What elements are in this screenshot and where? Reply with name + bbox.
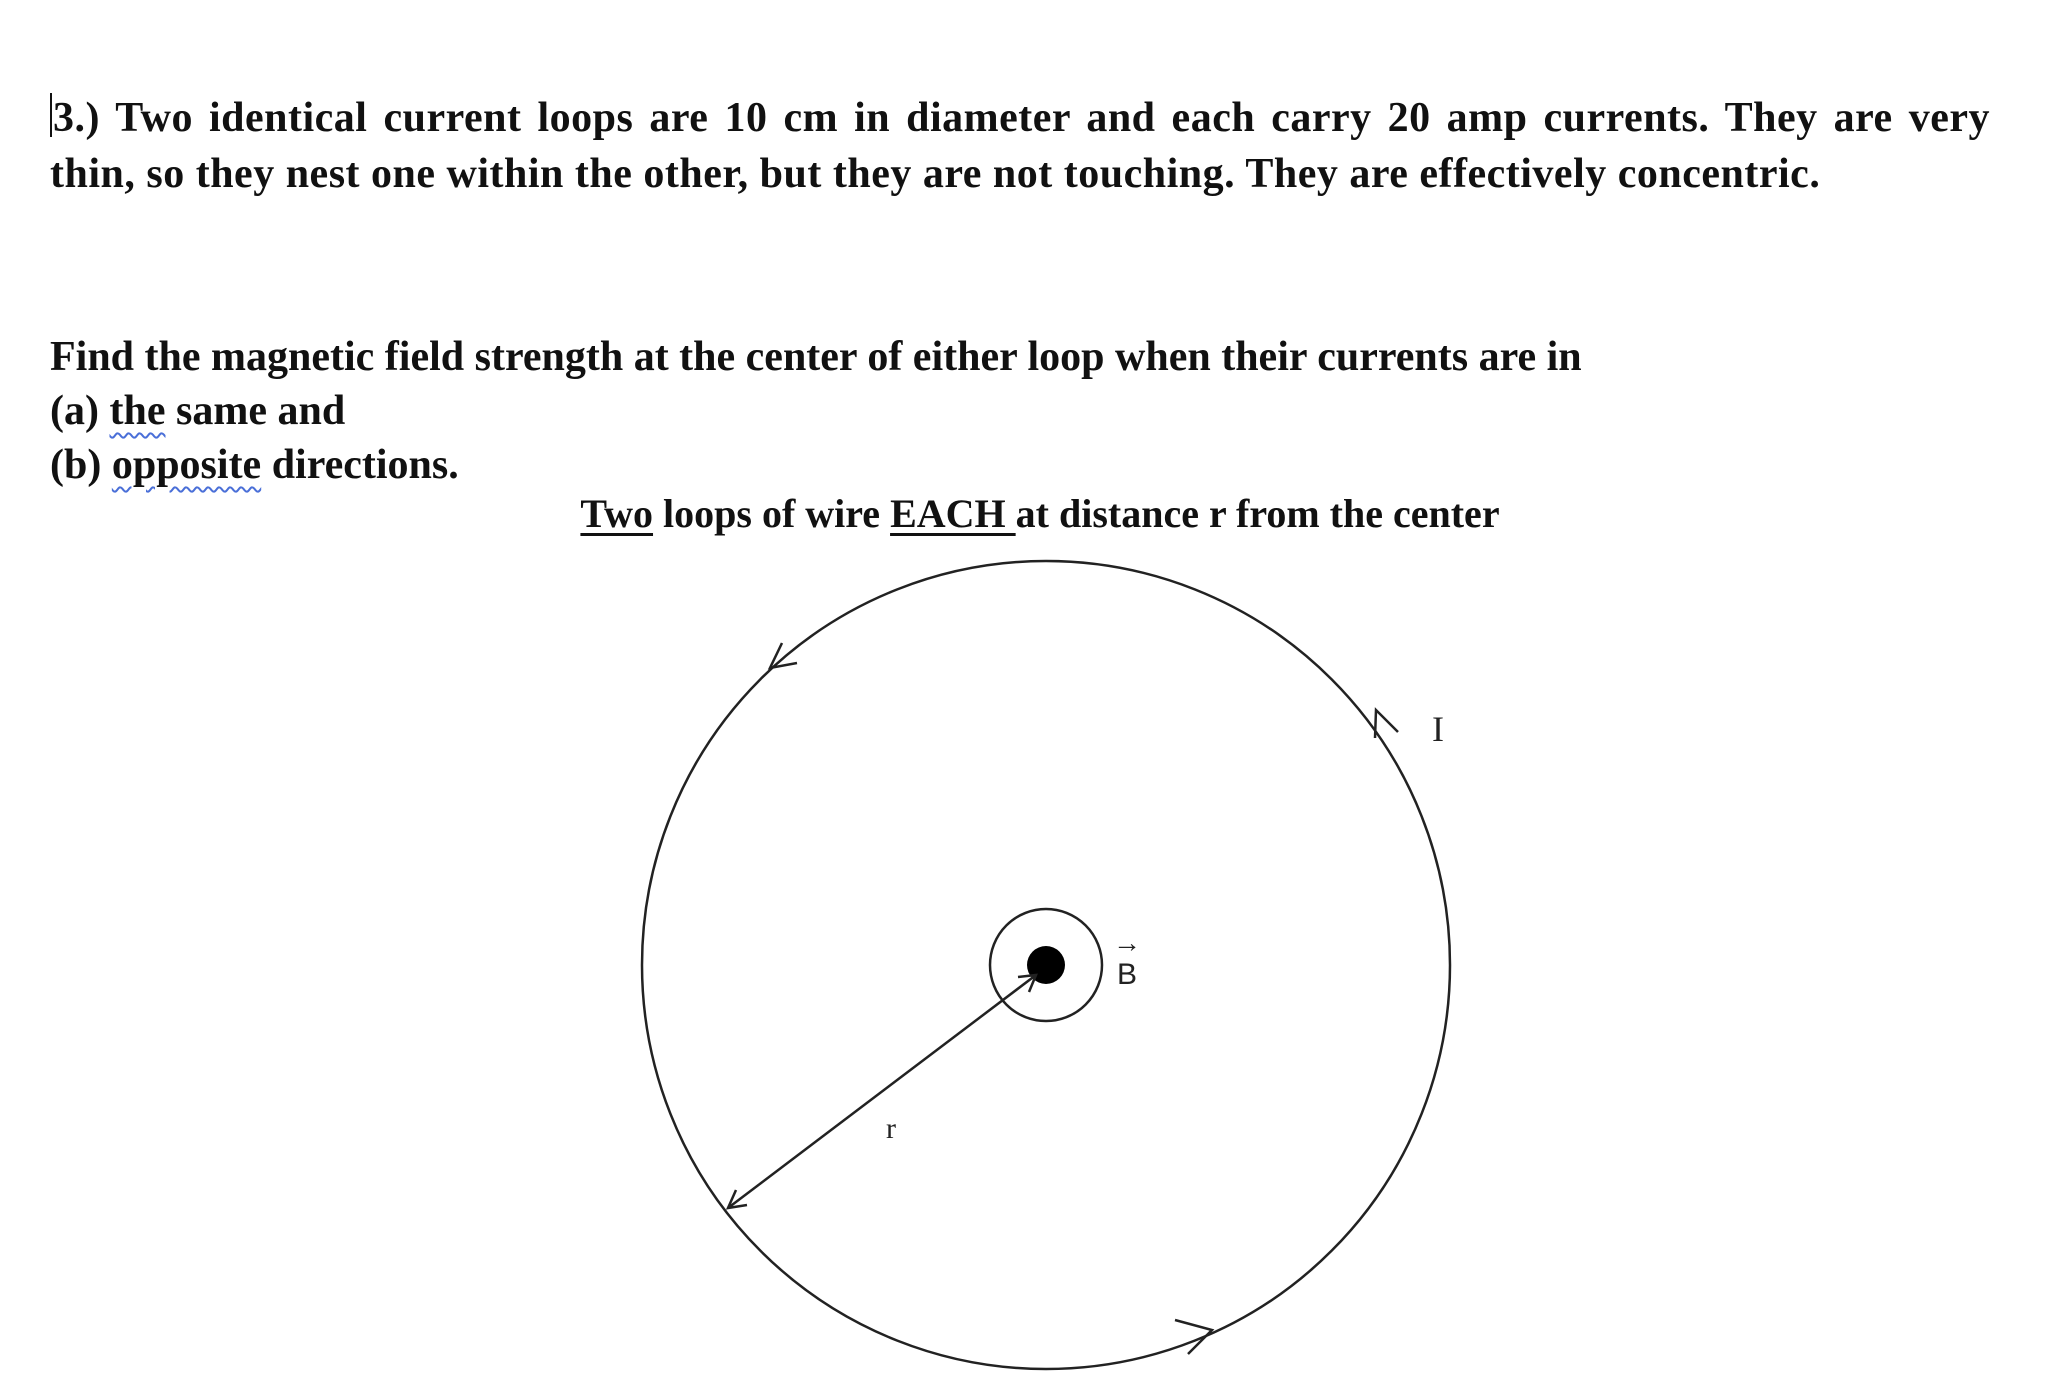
caption-middle: loops of wire: [653, 491, 891, 536]
current-arrow-top-left: [770, 643, 797, 668]
caption-word-two: Two: [580, 491, 654, 536]
part-b-prefix: (b): [50, 442, 112, 488]
part-a-rest: same and: [165, 388, 346, 434]
part-b-rest: directions.: [261, 442, 459, 488]
caption-end: at distance r from the center: [1015, 491, 1500, 536]
part-a-spellcheck-word[interactable]: the: [109, 388, 166, 434]
current-arrow-bottom: [1175, 1320, 1212, 1354]
radius-line: [728, 975, 1036, 1208]
part-a-prefix: (a): [50, 388, 110, 434]
part-b-spellcheck-word[interactable]: opposite: [111, 442, 262, 488]
radius-label: r: [886, 1112, 896, 1145]
field-vector-arrow: →: [1113, 927, 1141, 958]
caption-word-each: EACH: [890, 491, 1016, 536]
question-prompt: Find the magnetic field strength at the center of either loop when their currents are in: [50, 334, 1582, 380]
current-label: I: [1432, 709, 1444, 749]
field-label: B: [1117, 958, 1138, 991]
problem-text: 3.) Two identical current loops are 10 cm in diameter and each carry 20 amp currents. They are very thin, so they nest one within the other, but they are not touching. They are effectively concentric.: [50, 95, 1990, 197]
